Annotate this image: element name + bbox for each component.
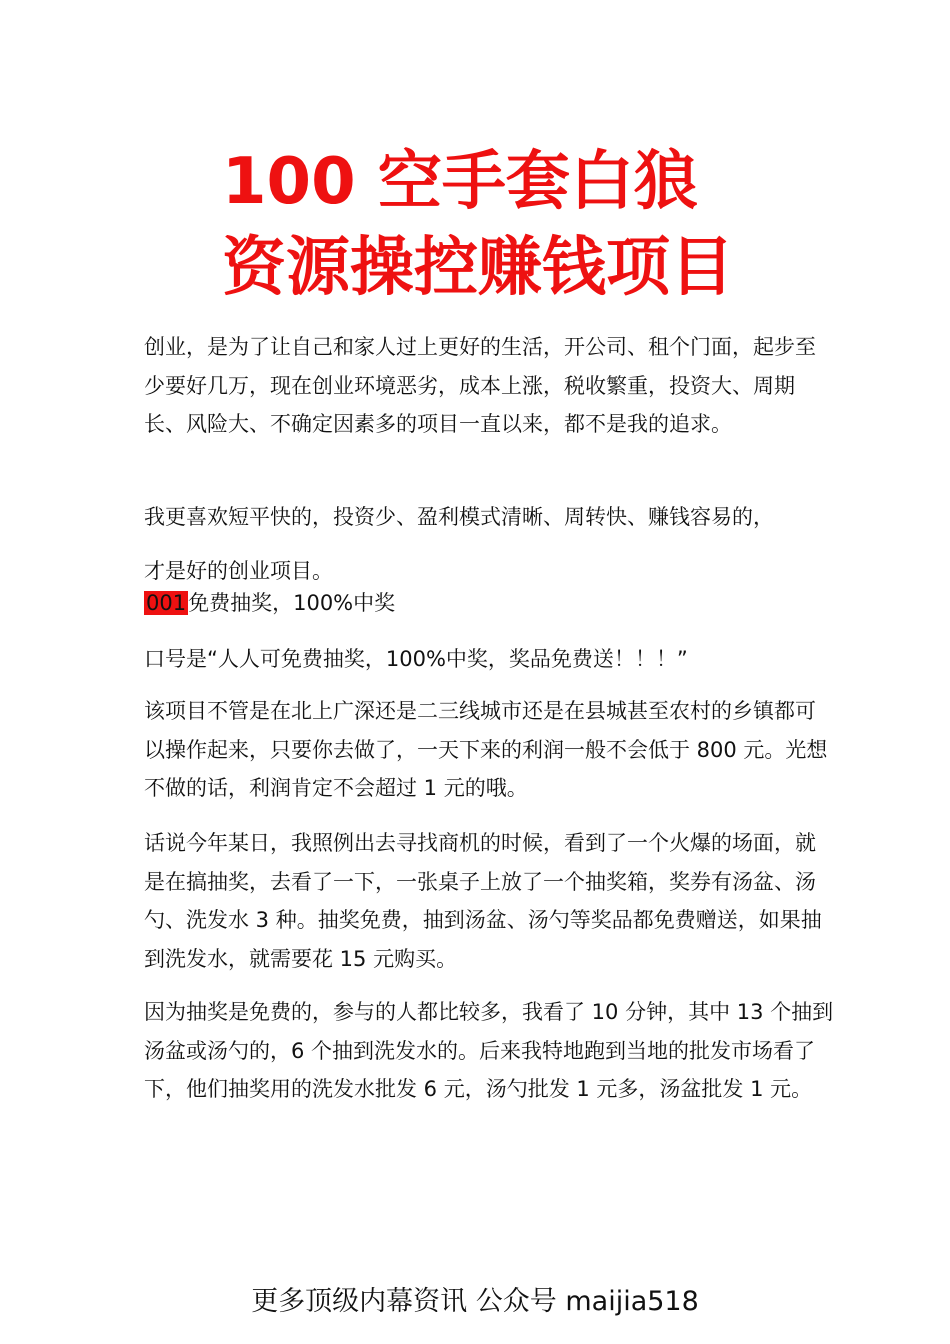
location-paragraph: 该项目不管是在北上广深还是二三线城市还是在县城甚至农村的乡镇都可以操作起来，只要你去做了，一天下来的利润一般不会低于 800 元。光想不做的话，利润肯定不会超过 1 元的哦。 (144, 699, 828, 800)
slogan-paragraph: 口号是“人人可免费抽奖，100%中奖，奖品免费送！！！” (144, 647, 688, 671)
section-title: 免费抽奖，100%中奖 (188, 591, 396, 615)
section-number-badge: 001 (146, 591, 187, 615)
preference-paragraph: 我更喜欢短平快的，投资少、盈利模式清晰、周转快、赚钱容易的， (144, 505, 774, 529)
title-line-2: 资源操控赚钱项目 (222, 231, 734, 305)
story-paragraph: 话说今年某日，我照例出去寻找商机的时候，看到了一个火爆的场面，就是在搞抽奖，去看了一下，一张桌子上放了一个抽奖箱，奖券有汤盆、汤勺、洗发水 3 种。抽奖免费，抽到汤盆、汤勺等奖品都免费赠送，如果抽到洗发水，就需要花 15 元购买。 (144, 831, 822, 971)
preference-paragraph-end: 才是好的创业项目。 (144, 559, 333, 583)
title-line-1: 100 空手套白狼 (222, 145, 698, 219)
intro-paragraph: 创业，是为了让自己和家人过上更好的生活，开公司、租个门面，起步至少要好几万，现在创业环境恶劣，成本上涨，税收繁重，投资大、周期长、风险大、不确定因素多的项目一直以来，都不是我的追求。 (144, 335, 816, 436)
analysis-paragraph: 因为抽奖是免费的，参与的人都比较多，我看了 10 分钟，其中 13 个抽到汤盆或汤勺的，6 个抽到洗发水的。后来我特地跑到当地的批发市场看了下，他们抽奖用的洗发水批发 6 元，汤勺批发 1 元多，汤盆批发 1 元。 (144, 1000, 834, 1101)
footer-text: 更多顶级内幕资讯 公众号 maijia518 (251, 1286, 699, 1317)
section-heading (144, 584, 834, 623)
